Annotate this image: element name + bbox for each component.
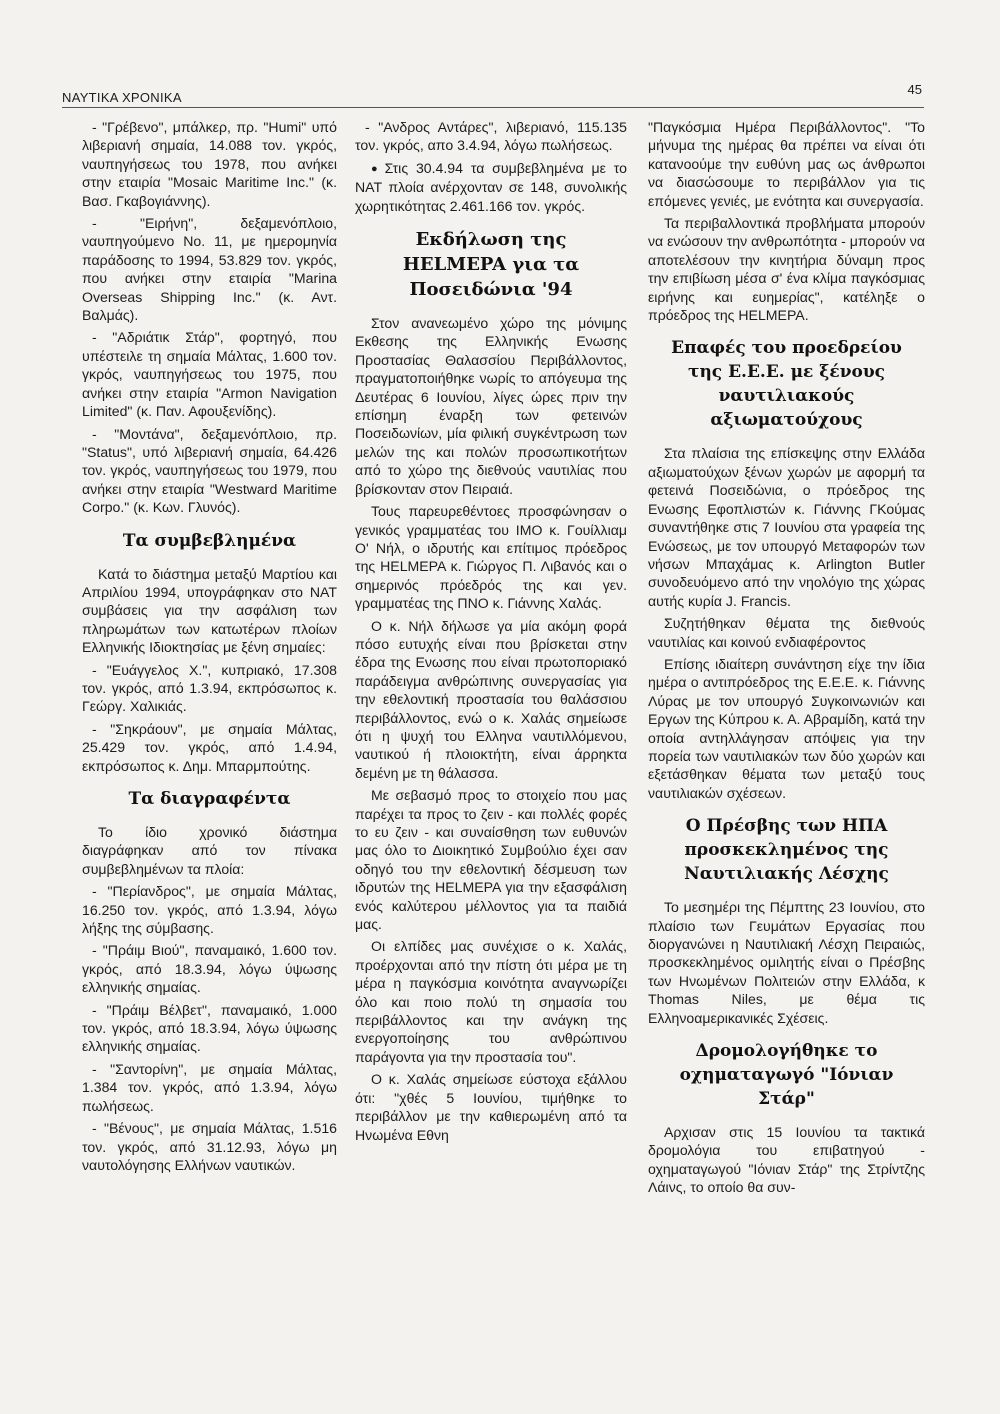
article-paragraph: Τους παρευρεθέντοες προσφώνησαν ο γενικός γραμματέας του IMO κ. Γουίλλιαμ Ο' Νήλ, ο ιδρυτής και επίτιμος πρόεδρος της HELMEPA κ. Γιώργος Π. Λιβανός και ο σημερινός πρόεδρός της και γεν. γραμματέας της ΠΝΟ κ. Γιάννης Χαλάς. — [355, 503, 627, 612]
ship-entry: - "Μοντάνα", δεξαμενόπλοιο, πρ. "Status", υπό λιβεριανή σημαία, 64.426 τον. γκρός, ναυπηγήσεως του 1979, που ανήκει στην εταιρία "Westward Maritime Corpo." (κ. Κων. Γλυνός). — [82, 425, 337, 516]
page-number: 45 — [907, 82, 922, 97]
section-heading-contracted: Τα συμβεβλημένα — [122, 530, 297, 551]
deleted-entry: - "Ανδρος Αντάρες", λιβεριανό, 115.135 τον. γκρός, απο 3.4.94, λόγω πωλήσεως. — [355, 119, 627, 154]
deleted-entry: - "Σαντορίνη", με σημαία Μάλτας, 1.384 τον. γκρός, από 1.3.94, λόγω πωλήσεως. — [82, 1060, 337, 1114]
contracted-intro: Κατά το διάστημα μεταξύ Μαρτίου και Απριλίου 1994, υπογράφηκαν στο NAT συμβάσεις για την ασφάλιση των πληρωμάτων των κατωτέρων πλοίων Ελληνικής Ιδιοκτησίας με ξένη σημαίες: — [82, 565, 337, 656]
ship-entry: - "Γρέβενο", μπάλκερ, πρ. "Humi" υπό λιβεριανή σημαία, 14.088 τον. γκρός, ναυπηγήσεως του 1978, που ανήκει στην εταιρία "Mosaic Maritime Inc." (κ. Βασ. Γκαβογιάννης). — [82, 119, 337, 209]
fleet-total-text: Στις 30.4.94 τα συμβεβλημένα με το NAT πλοία ανέρχονταν σε 148, συνολικής χωρητικότητας 2.461.166 τον. γκρός. — [355, 159, 627, 214]
section-heading-deleted: Τα διαγραφέντα — [128, 789, 291, 809]
article-paragraph: Στον ανανεωμένο χώρο της μόνιμης Εκθεσης της Ελληνικής Ενωσης Προστασίας Θαλασσίου Περιβάλλοντος, πραγματοποιήθηκε νωρίς το απόγευμα της Δευτέρας 6 Ιουνίου, λίγες ώρες πριν την επίσημη έναρξη των φετεινών Ποσειδωνίων, μία φιλική συγκέντρωση των μελών της και πολών προσωπικοτήτων από το χώρο της διεθνούς ναυτιλίας που βρίσκονταν στον Πειραιά. — [355, 315, 627, 497]
article-paragraph: Ο κ. Νήλ δήλωσε γα μία ακόμη φορά πόσο ευτυχής είναι που βρίσκεται στην έδρα της Ενωσης που είναι πρωτοποριακό παράδειγμα ανθρώπινης συνεργασίας για την εθελοντική προστασία του θαλάσσιου περιβάλλοντος, ενώ ο κ. Χαλάς σημείωσε ότι η ψυχή του Ελληνα ναυτιλλόμενου, ναυτικού ή πλοιοκτήτη, είναι άρρηκτα δεμένη με τη θάλασσα. — [355, 617, 627, 781]
magazine-title: ΝΑΥΤΙΚΑ ΧΡΟΝΙΚΑ — [62, 90, 182, 105]
deleted-entry: - "Πράιμ Βιού", παναμαικό, 1.600 τον. γκρός, από 18.3.94, λόγω ύψωσης ελληνικής σημαίας. — [82, 942, 337, 996]
ship-entry: - "Ειρήνη", δεξαμενόπλοιο, ναυπηγούμενο No. 11, με ημερομηνία παράδοσης το 1994, 53.829 τον. γκρός, που ανήκει στην εταιρία "Marina Overseas Shipping Inc." (κ. Αντ. Βαλμάς). — [82, 215, 337, 324]
fleet-total-paragraph — [355, 159, 627, 215]
bullet-icon: ● — [371, 162, 382, 175]
section-heading-helmepa: Εκδήλωση της HELMEPA για τα Ποσειδώνια '94 — [402, 229, 580, 301]
column-3 — [648, 118, 925, 1201]
article-paragraph: Ο κ. Χαλάς σημείωσε εύστοχα εξάλλου ότι: "χθές 5 Ιουνίου, τιμήθηκε το περιβάλλον με την καθιερωμένη από τα Ηνωμένα Εθνη — [355, 1071, 627, 1143]
article-paragraph: Αρχισαν στις 15 Ιουνίου τα τακτικά δρομολόγια του επιβατηγού - οχηματαγωγού "Ιόνιαν Στάρ" της Στρίντζης Λάινς, το οποίο θα συν- — [648, 1124, 925, 1196]
article-paragraph: Με σεβασμό προς το στοιχείο που μας παρέχει τα προς το ζειν - και πολλές φορές το ευ ζειν - και συναίσθηση των ευθυνών μας όλο το Διοικητικό Συμβούλιο έχει σαν οδηγό του την εθελοντική δέσμευση των ιδρυτών της HELMEPA για την εξασφάλιση ενός καλύτερου μέλλοντος για τα παιδιά μας. — [355, 787, 627, 933]
ship-entry: - "Αδριάτικ Στάρ", φορτηγό, που υπέστειλε τη σημαία Μάλτας, 1.600 τον. γκρός, ναυπηγήσεως του 1975, που ανήκει στην εταιρία "Armon Navigation Limited" (κ. Παν. Αφουξενίδης). — [82, 329, 337, 420]
deleted-entry: - "Βένους", με σημαία Μάλτας, 1.516 τον. γκρός, από 31.12.93, λόγω μη ναυτολόγησης Ελλήνων ναυτικών. — [82, 1120, 337, 1173]
column-2 — [355, 118, 627, 1148]
article-paragraph: Τα περιβαλλοντικά προβλήματα μπορούν να ενώσουν την ανθρωπότητα - μπορούν να αποτελέσουν την κινητήρια δύναμη προς την επιβίωση μέσα σ' ένα κλίμα παγκόσμιας ειρήνης και ευημερίας", κατέληξε ο πρόεδρος της HELMEPA. — [648, 215, 925, 324]
article-paragraph: Οι ελπίδες μας συνέχισε ο κ. Χαλάς, προέρχονται από την πίστη ότι μέρα με τη μέρα η παγκόσμια κοινότητα αναγνωρίζει όλο και ποιο πολύ τη σημασία του περιβάλλοντος και την ανάγκη της ενεργοποίησης του ανθρώπινου παράγοντα για την προστασία του". — [355, 938, 627, 1065]
header-rule — [62, 107, 924, 108]
contracted-entry: - "Ευάγγελος Χ.", κυπριακό, 17.308 τον. γκρός, από 1.3.94, εκπρόσωπος κ. Γεώργ. Χαλικιάς. — [82, 661, 337, 715]
section-heading-contacts: Επαφές του προεδρείου της Ε.Ε.Ε. με ξένους ναυτιλιακούς αξιωματούχους — [671, 338, 902, 431]
section-heading-ferry: Δρομολογήθηκε το οχηματαγωγό "Ιόνιαν Στάρ" — [679, 1041, 894, 1110]
column-1 — [82, 118, 337, 1178]
section-heading-ambassador: Ο Πρέσβης των ΗΠΑ προσκεκλημένος της Ναυτιλιακής Λέσχης — [684, 816, 889, 885]
deleted-entry: - "Πράιμ Βέλβετ", παναμαικό, 1.000 τον. γκρός, από 18.3.94, λόγω ύψωσης ελληνικής σημαίας. — [82, 1001, 337, 1055]
deleted-intro: Το ίδιο χρονικό διάστημα διαγράφηκαν από τον πίνακα συμβεβλημένων τα πλοία: — [82, 824, 337, 877]
article-paragraph: Επίσης ιδιαίτερη συνάντηση είχε την ίδια ημέρα ο αντιπρόεδρος της Ε.Ε.Ε. κ. Γιάννης Λύρας με τον υπουργό Συγκοινωνιών και Εργων της Κύπρου κ. Α. Αβραμίδη, κατά την οποία αντηλλάγησαν απόψεις για την πορεία των ναυτιλιακών των δύο χωρών και εξετάσθηκαν θέματα των μεταξύ τους ναυτιλιακών σχέσεων. — [648, 655, 925, 801]
article-paragraph: Στα πλαίσια της επίσκεψης στην Ελλάδα αξιωματούχων ξένων χωρών με αφορμή τα φετεινά Ποσειδώνια, ο πρόεδρος της Ενωσης Εφοπλιστών κ. Γιάννης ΓΚούμας συναντήθηκε στις 7 Ιουνίου στα γραφεία της Ενώσεως, με τον υπουργό Μεταφορών των νήσων Μπαχάμας κ. Arlington Butler συνοδευόμενο από την νηολόγιο της χώρας αυτής κυρία J. Francis. — [648, 445, 925, 609]
page-header — [62, 82, 922, 106]
deleted-entry: - "Περίανδρος", με σημαία Μάλτας, 16.250 τον. γκρός, από 1.3.94, λόγω λήξης της σύμβασης. — [82, 883, 337, 937]
contracted-entry: - "Σηκράουν", με σημαία Μάλτας, 25.429 τον. γκρός, από 1.4.94, εκπρόσωπος κ. Δημ. Μπαρμπούτης. — [82, 720, 337, 774]
article-paragraph: Το μεσημέρι της Πέμπτης 23 Ιουνίου, στο πλαίσιο των Γευμάτων Εργασίας που διοργανώνει η Ναυτιλιακή Λέσχη Πειραιώς, προσκεκλημένος ομιλητής είναι ο Πρέσβης των Ηνωμένων Πολιτειών στην Ελλάδα, κ Thomas Niles, με θέμα τις Ελληνοαμερικανικές Σχέσεις. — [648, 899, 925, 1026]
article-paragraph: Συζητήθηκαν θέματα της διεθνούς ναυτιλίας και κοινού ενδιαφέροντος — [648, 615, 925, 650]
article-paragraph: "Παγκόσμια Ημέρα Περιβάλλοντος". "Το μήνυμα της ημέρας θα πρέπει να είναι ότι κατανοούμε την ευθύνη μας ως άνθρωποι να διασώσουμε το περιβάλλον για τις επόμενες γενιές, με ενότητα και συνεργασία. — [648, 119, 925, 209]
